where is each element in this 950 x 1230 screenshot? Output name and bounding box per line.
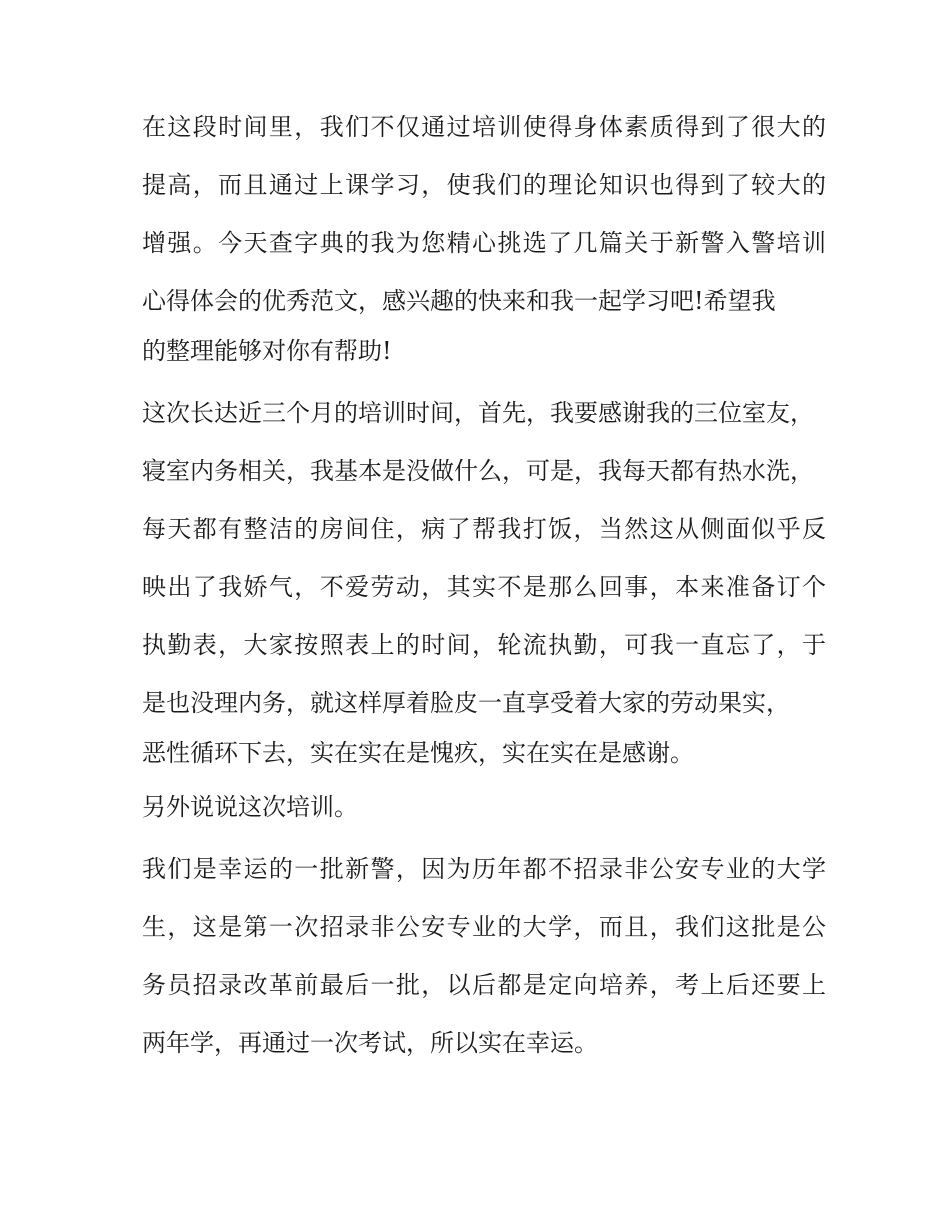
text-line: 心得体会的优秀范文，感兴趣的快来和我一起学习吧!希望我 <box>142 287 776 315</box>
text-line: 务员招录改革前最后一批，以后都是定向培养，考上后还要上 <box>142 971 826 999</box>
paragraph-gap <box>142 774 832 786</box>
paragraph-training <box>142 786 832 828</box>
text-line: 恶性循环下去，实在实在是愧疚，实在实在是感谢。 <box>142 739 694 767</box>
paragraph-gap <box>142 372 832 384</box>
text-line: 增强。今天查字典的我为您精心挑选了几篇关于新警入警培训 <box>142 229 826 257</box>
text-line: 另外说说这次培训。 <box>142 793 358 821</box>
text-line: 映出了我娇气，不爱劳动，其实不是那么回事，本来准备订个 <box>142 573 826 601</box>
text-line: 的整理能够对你有帮助! <box>142 337 392 365</box>
text-line: 我们是幸运的一批新警，因为历年都不招录非公安专业的大学 <box>142 855 826 883</box>
paragraph-lucky <box>142 840 832 1072</box>
text-line: 每天都有整洁的房间住，病了帮我打饭，当然这从侧面似乎反 <box>142 515 826 543</box>
paragraph-roommates <box>142 384 832 774</box>
text-line: 生，这是第一次招录非公安专业的大学，而且，我们这批是公 <box>142 913 826 941</box>
paragraph-intro <box>142 98 832 372</box>
paragraph-gap <box>142 828 832 840</box>
text-line: 在这段时间里，我们不仅通过培训使得身体素质得到了很大的 <box>142 113 826 141</box>
text-line: 提高，而且通过上课学习，使我们的理论知识也得到了较大的 <box>142 171 826 199</box>
text-line: 是也没理内务，就这样厚着脸皮一直享受着大家的劳动果实， <box>142 689 790 717</box>
text-line: 寝室内务相关，我基本是没做什么，可是，我每天都有热水洗， <box>142 457 814 485</box>
text-line: 这次长达近三个月的培训时间，首先，我要感谢我的三位室友， <box>142 399 814 427</box>
text-line: 两年学，再通过一次考试，所以实在幸运。 <box>142 1029 598 1057</box>
document-body <box>142 98 832 1072</box>
text-line: 执勤表，大家按照表上的时间，轮流执勤，可我一直忘了，于 <box>142 631 826 659</box>
